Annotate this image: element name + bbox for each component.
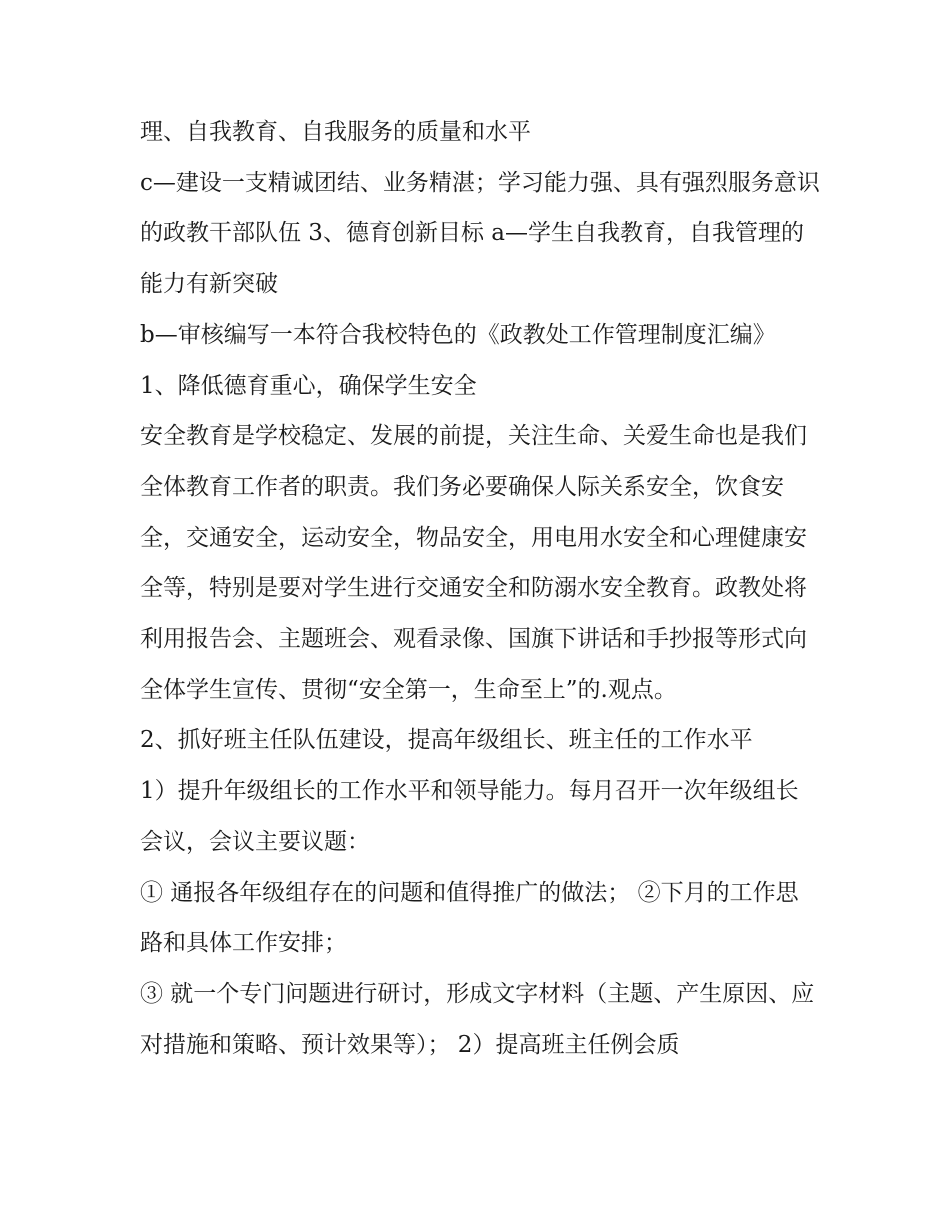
paragraph: 1）提升年级组长的工作水平和领导能力。每月召开一次年级组长会议，会议主要议题： xyxy=(140,778,799,855)
paragraph: b—审核编写一本符合我校特色的《政教处工作管理制度汇编》 1、降低德育重心，确保学生安全 xyxy=(140,321,776,399)
paragraph: ① 通报各年级组存在的问题和值得推广的做法； ②下月的工作思路和具体工作安排； xyxy=(140,879,799,957)
paragraph: ③ 就一个专门问题进行研讨，形成文字材料（主题、产生原因、应对措施和策略、预计效果等）； 2）提高班主任例会质 xyxy=(140,980,815,1058)
document-body xyxy=(140,107,820,1070)
paragraph: 2、抓好班主任队伍建设，提高年级组长、班主任的工作水平 xyxy=(140,727,753,754)
paragraph: 理、自我教育、自我服务的质量和水平 xyxy=(140,119,531,145)
paragraph: c—建设一支精诚团结、业务精湛；学习能力强、具有强烈服务意识的政教干部队伍 3、德育创新目标 a—学生自我教育，自我管理的能力有新突破 xyxy=(140,169,820,298)
paragraph: 安全教育是学校稳定、发展的前提，关注生命、关爱生命也是我们全体教育工作者的职责。我们务必要确保人际关系安全，饮食安全，交通安全，运动安全，物品安全，用电用水安全和心理健康安全等，特别是要对学生进行交通安全和防溺水安全教育。政教处将利用报告会、主题班会、观看录像、国旗下讲话和手抄报等形式向全体学生宣传、贯彻“安全第一，生命至上”的.观点。 xyxy=(140,423,807,703)
